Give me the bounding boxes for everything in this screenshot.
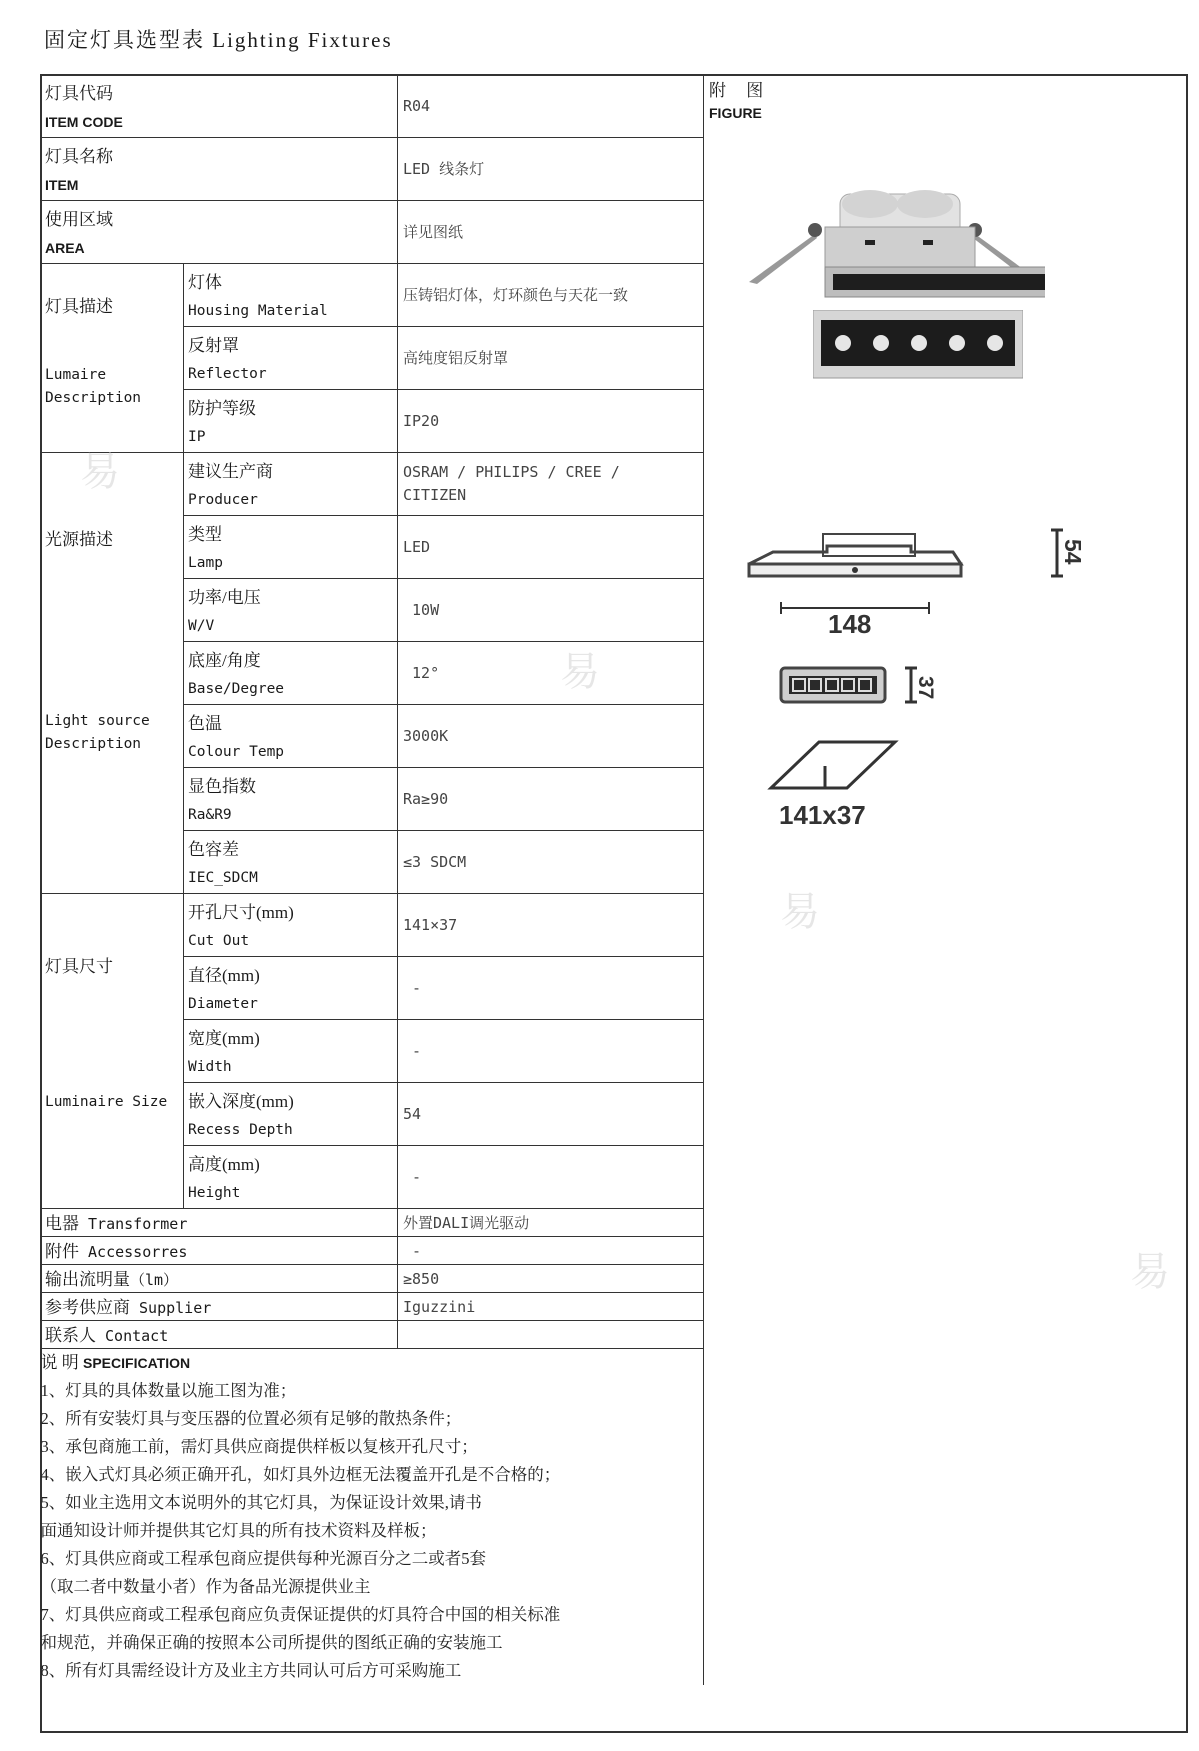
label [184, 1083, 397, 1145]
page-title: 固定灯具选型表 Lighting Fixtures [44, 28, 393, 52]
dim-cutout-label: 141x37 [779, 800, 866, 830]
label-zh: 反射罩 [188, 336, 239, 355]
note-line: 7、灯具供应商或工程承包商应负责保证提供的灯具符合中国的相关标准 [40, 1605, 561, 1624]
dim-depth-label: 54 [1060, 539, 1086, 565]
spec-row [41, 264, 704, 327]
note-line: 面通知设计师并提供其它灯具的所有技术资料及样板； [40, 1521, 437, 1540]
cutout-drawing [767, 738, 917, 830]
group-label-zh: 光源描述 [45, 530, 113, 549]
label-cell [184, 1146, 398, 1209]
value-cell: Ra≥90 [398, 768, 704, 831]
value-cell: 12° [398, 642, 704, 705]
label-zh: 防护等级 [188, 399, 256, 418]
dim-side-label: 37 [914, 676, 937, 700]
label [184, 894, 397, 956]
value-cell: R04 [398, 75, 704, 138]
label-en: Base/Degree [188, 681, 285, 697]
label-en: ITEM CODE [45, 114, 123, 130]
value-cell: 详见图纸 [398, 201, 704, 264]
label [184, 705, 397, 767]
label-en: Accessorres [79, 1243, 188, 1261]
label-zh: 电器 [45, 1214, 79, 1233]
label-en: Lamp [188, 555, 223, 571]
label-cell [41, 138, 398, 201]
label-cell [41, 1321, 398, 1349]
figure-label-en: FIGURE [709, 105, 762, 121]
fixture-photo-front [813, 310, 1023, 380]
front-dimension-drawing [779, 664, 889, 708]
label-en: Contact [96, 1327, 169, 1345]
label-zh: 灯具代码 [45, 84, 113, 103]
label-en: Cut Out [188, 933, 250, 949]
watermark-glyph: 易 [1130, 1249, 1170, 1294]
group-label-cell [41, 894, 184, 1209]
value-cell: LED 线条灯 [398, 138, 704, 201]
label-en: IEC_SDCM [188, 870, 258, 886]
value-cell: - [398, 1146, 704, 1209]
single-row [41, 1209, 704, 1237]
header-row [41, 75, 704, 138]
group-label-en: Luminaire Size [45, 1094, 168, 1110]
header-row [41, 201, 704, 264]
notes-title [41, 1349, 704, 1377]
contact-value-cell [398, 1321, 704, 1349]
label-en: Supplier [130, 1299, 212, 1317]
note-line: 5、如业主选用文本说明外的其它灯具，为保证设计效果,请书 [40, 1493, 482, 1512]
label-en: Transformer [79, 1215, 188, 1233]
note-line: （取二者中数量小者）作为备品光源提供业主 [40, 1577, 371, 1596]
label-zh: 直径(mm) [188, 966, 260, 985]
value-cell: ≤3 SDCM [398, 831, 704, 894]
contact-row [41, 1321, 704, 1349]
label-cell [184, 264, 398, 327]
label-cell [184, 516, 398, 579]
label-cell [41, 1209, 398, 1237]
notes-title-zh: 说 明 [40, 1353, 79, 1372]
label [41, 1209, 397, 1235]
label-cell [184, 579, 398, 642]
label-zh: 宽度(mm) [188, 1029, 260, 1048]
supplier-row [41, 1293, 704, 1321]
label-zh: 使用区域 [45, 210, 113, 229]
group-label-cell [41, 264, 184, 453]
value-cell: 141×37 [398, 894, 704, 957]
label-zh: 嵌入深度(mm) [188, 1092, 294, 1111]
figure-panel [703, 74, 1188, 1733]
value-cell: ≥850 [398, 1265, 704, 1293]
fixture-photo-top [745, 182, 1045, 302]
value-cell: 54 [398, 1083, 704, 1146]
label [41, 1237, 397, 1263]
label-en: IP [188, 429, 206, 445]
label-cell [184, 1083, 398, 1146]
label-cell [184, 1020, 398, 1083]
label-en: Housing Material [188, 303, 328, 319]
label-zh: 灯体 [188, 273, 222, 292]
label-cell [184, 831, 398, 894]
label-zh: 联系人 [45, 1326, 96, 1345]
spec-row [41, 453, 704, 516]
value-cell: 压铸铝灯体，灯环颜色与天花一致 [398, 264, 704, 327]
side-dimension-drawing [743, 524, 1023, 634]
label-cell [41, 1293, 398, 1321]
label-cell [184, 453, 398, 516]
header-row [41, 138, 704, 201]
note-line: 8、所有灯具需经设计方及业主方共同认可后方可采购施工 [40, 1661, 462, 1680]
figure-label-zh: 附 图 [709, 81, 772, 100]
label-en: AREA [45, 240, 85, 256]
label-en: （lm） [130, 1271, 179, 1289]
label-en: Colour Temp [188, 744, 285, 760]
label-zh: 附件 [45, 1242, 79, 1261]
label [184, 453, 397, 515]
label-zh: 输出流明量 [45, 1270, 130, 1289]
depth-dimension-mark [1047, 526, 1095, 588]
label [184, 327, 397, 389]
value-cell: IP20 [398, 390, 704, 453]
value-cell: OSRAM / PHILIPS / CREE / CITIZEN [398, 453, 704, 516]
label [184, 642, 397, 704]
value-cell: 3000K [398, 705, 704, 768]
label-en: Reflector [188, 366, 267, 382]
label-zh: 开孔尺寸(mm) [188, 903, 294, 922]
label-zh: 建议生产商 [188, 462, 273, 481]
label [41, 1321, 397, 1347]
side-dimension-mark [903, 664, 943, 710]
value-cell: LED [398, 516, 704, 579]
label-cell [184, 642, 398, 705]
group-label-zh: 灯具尺寸 [45, 957, 113, 976]
watermark-glyph: 易 [80, 449, 120, 494]
label-zh: 底座/角度 [188, 651, 261, 670]
label-zh: 高度(mm) [188, 1155, 260, 1174]
label [41, 1265, 397, 1291]
spec-table [40, 74, 703, 1685]
value-cell: 高纯度铝反射罩 [398, 327, 704, 390]
label-zh: 灯具名称 [45, 147, 113, 166]
label [41, 1293, 397, 1319]
label [41, 201, 397, 263]
label [184, 957, 397, 1019]
label-cell [41, 1237, 398, 1265]
label-cell [41, 75, 398, 138]
value-cell: 外置DALI调光驱动 [398, 1209, 704, 1237]
value-cell: 10W [398, 579, 704, 642]
label-cell [184, 327, 398, 390]
label-cell [184, 705, 398, 768]
notes-row [41, 1349, 704, 1686]
label [184, 1146, 397, 1208]
label [184, 1020, 397, 1082]
notes-cell [41, 1349, 704, 1686]
label-cell [184, 768, 398, 831]
note-line: 1、灯具的具体数量以施工图为准； [40, 1381, 297, 1400]
label [184, 390, 397, 452]
label [184, 516, 397, 578]
label-zh: 类型 [188, 525, 222, 544]
label [184, 768, 397, 830]
label-zh: 色容差 [188, 840, 239, 859]
label-en: Diameter [188, 996, 258, 1012]
note-line: 4、嵌入式灯具必须正确开孔，如灯具外边框无法覆盖开孔是不合格的； [40, 1465, 561, 1484]
single-row [41, 1265, 704, 1293]
label-en: Recess Depth [188, 1122, 293, 1138]
label-zh: 色温 [188, 714, 222, 733]
label-en: W/V [188, 618, 215, 634]
label [41, 75, 397, 137]
label-en: Producer [188, 492, 258, 508]
group-label-cell [41, 453, 184, 894]
watermark-glyph: 易 [560, 649, 600, 694]
label-en: ITEM [45, 177, 79, 193]
note-line: 2、所有安装灯具与变压器的位置必须有足够的散热条件； [40, 1409, 462, 1428]
value-cell: - [398, 1020, 704, 1083]
label-en: Height [188, 1185, 241, 1201]
label [184, 831, 397, 893]
label [184, 264, 397, 326]
spec-row [41, 894, 704, 957]
note-line: 3、承包商施工前，需灯具供应商提供样板以复核开孔尺寸； [40, 1437, 478, 1456]
figure-label [709, 80, 771, 124]
label-zh: 参考供应商 [45, 1298, 130, 1317]
label-zh: 显色指数 [188, 777, 256, 796]
note-line: 和规范，并确保正确的按照本公司所提供的图纸正确的安装施工 [40, 1633, 503, 1652]
label-en: Ra&R9 [188, 807, 232, 823]
label-cell [41, 1265, 398, 1293]
note-line: 6、灯具供应商或工程承包商应提供每种光源百分之二或者5套 [40, 1549, 486, 1568]
notes-title-en: SPECIFICATION [83, 1355, 191, 1371]
single-row [41, 1237, 704, 1265]
label-en: Width [188, 1059, 232, 1075]
label [184, 579, 397, 641]
label-cell [41, 201, 398, 264]
group-label-en: Light source Description [45, 713, 150, 752]
dim-length-label: 148 [828, 609, 872, 634]
value-cell: - [398, 1237, 704, 1265]
group-label-en: Lumaire Description [45, 367, 142, 406]
label [41, 138, 397, 200]
label-cell [184, 957, 398, 1020]
group-label-zh: 灯具描述 [45, 297, 113, 316]
label-cell [184, 390, 398, 453]
value-cell: - [398, 957, 704, 1020]
watermark-glyph: 易 [780, 889, 820, 934]
label-cell [184, 894, 398, 957]
label-zh: 功率/电压 [188, 588, 261, 607]
value-cell: Iguzzini [398, 1293, 704, 1321]
